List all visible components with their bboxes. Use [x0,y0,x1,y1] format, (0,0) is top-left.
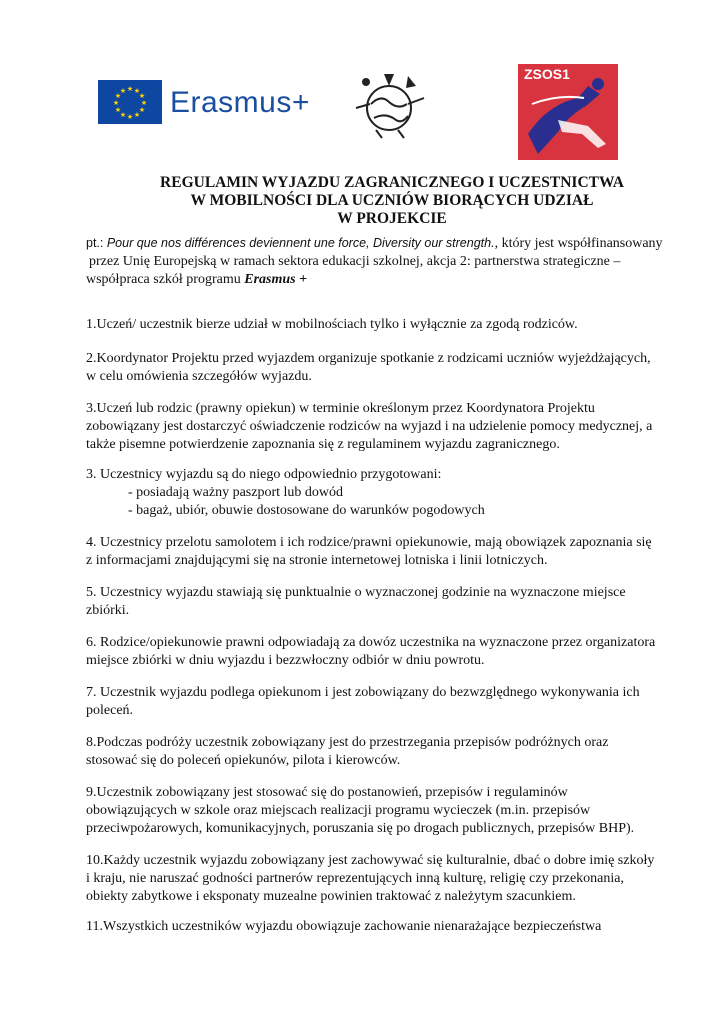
rule-7-line-2: poleceń. [86,703,134,718]
intro-line-3-start: współpraca szkół programu [86,272,245,287]
rule-6 [86,634,686,670]
svg-text:★: ★ [140,99,148,107]
svg-text:★: ★ [138,106,146,114]
svg-text:★: ★ [133,87,141,95]
rule-7-line-1: 7. Uczestnik wyjazdu podlega opiekunom i jest zobowiązany do bezwzględnego wykonywania ich [86,685,640,700]
intro-suffix: , który jest współfinansowany [494,236,663,251]
header-logos [0,58,724,158]
rule-10-line-1: 10.Każdy uczestnik wyjazdu zobowiązany jest zachowywać się kulturalnie, dbać o dobre imię szkoły [86,853,655,868]
rule-1 [86,316,686,334]
rule-6-line-1: 6. Rodzice/opiekunowie prawni odpowiadają za dowóz uczestnika na wyznaczone przez organizatora [86,635,656,650]
rule-10 [86,852,686,906]
rule-1-text: 1.Uczeń/ uczestnik bierze udział w mobilnościach tylko i wyłącznie za zgodą rodziców. [86,317,578,332]
svg-text:★: ★ [133,111,141,119]
rule-11-text: 11.Wszystkich uczestników wyjazdu obowiązuje zachowanie nienarażające bezpieczeństwa [86,919,602,934]
rule-5-line-2: zbiórki. [86,603,130,618]
title-line-2: W MOBILNOŚCI DLA UCZNIÓW BIORĄCYCH UDZIAŁ [190,192,594,209]
rule-3b [86,466,686,520]
rule-9-line-2: obowiązujących w szkole oraz miejscach realizacji programu wycieczek (m.in. przepisów [86,803,591,818]
zsos1-logo-text: ZSOS1 [524,66,570,82]
rule-7 [86,684,686,720]
svg-text:★: ★ [114,92,122,100]
rule-2 [86,350,686,386]
title-line-3: W PROJEKCIE [337,210,447,227]
rule-5 [86,584,686,620]
zsos1-school-logo [518,64,618,160]
rule-3-line-1: 3.Uczeń lub rodzic (prawny opiekun) w terminie określonym przez Koordynatora Projektu [86,401,595,416]
rule-4 [86,534,686,570]
eu-flag-logo [98,80,162,124]
program-name: Erasmus + [244,272,308,287]
rule-3b-item-1: - posiadają ważny paszport lub dowód [128,485,343,500]
rule-10-line-3: obiekty zabytkowe i eksponaty muzealne powinien traktować z należytym szacunkiem. [86,889,576,904]
intro-prefix: pt.: [86,236,107,250]
eu-stars-icon [98,80,162,124]
document-title [0,174,724,228]
rule-3b-line-1: 3. Uczestnicy wyjazdu są do niego odpowiednio przygotowani: [86,467,442,482]
rule-9-line-3: przeciwpożarowych, komunikacyjnych, poruszania się po drogach publicznych, przepisów BHP). [86,821,635,836]
rule-8-line-2: stosować się do poleceń opiekunów, pilota i kierowców. [86,753,401,768]
rule-4-line-2: z informacjami znajdującymi się na stronie internetowej lotniska i linii lotniczych. [86,553,548,568]
erasmus-plus-logo-text: Erasmus+ [170,86,310,119]
rule-3-line-3: także pisemne potwierdzenie zapoznania się z regulaminem wyjazdu zagranicznego. [86,437,560,452]
rule-5-line-1: 5. Uczestnicy wyjazdu stawiają się punktualnie o wyznaczonej godzinie na wyznaczone miejsce [86,585,626,600]
rule-6-line-2: miejsce zbiórki w dniu wyjazdu i bezzwłoczny odbiór w dniu powrotu. [86,653,485,668]
rule-2-line-1: 2.Koordynator Projektu przed wyjazdem organizuje spotkanie z rodzicami uczniów wyjeżdżających, [86,351,651,366]
svg-text:★: ★ [114,106,122,114]
rule-10-line-2: i kraju, nie naruszać godności partnerów reprezentujących inną kulturę, religię czy przekonania, [86,871,624,886]
intro-paragraph [86,234,666,289]
svg-text:★: ★ [119,87,127,95]
rule-3b-item-2: - bagaż, ubiór, obuwie dostosowane do warunków pogodowych [128,503,485,518]
title-line-1: REGULAMIN WYJAZDU ZAGRANICZNEGO I UCZESTNICTWA [160,174,624,191]
rule-2-line-2: w celu omówienia szczegółów wyjazdu. [86,369,312,384]
rule-9-line-1: 9.Uczestnik zobowiązany jest stosować się do postanowień, przepisów i regulaminów [86,785,568,800]
svg-text:★: ★ [126,85,134,93]
rule-8 [86,734,686,770]
svg-text:★: ★ [126,113,134,121]
svg-text:★: ★ [119,111,127,119]
project-globe-logo [346,64,432,144]
svg-text:★: ★ [112,99,120,107]
rule-11 [86,918,686,936]
intro-line-1 [86,234,666,253]
intro-line-3 [86,271,666,289]
rule-3 [86,400,686,454]
intro-line-2: przez Unię Europejską w ramach sektora edukacji szkolnej, akcja 2: partnerstwa strategiczne – [89,254,621,269]
rule-9 [86,784,686,838]
rule-4-line-1: 4. Uczestnicy przelotu samolotem i ich rodzice/prawni opiekunowie, mają obowiązek zapoznania się [86,535,652,550]
svg-text:★: ★ [138,92,146,100]
project-name: Pour que nos différences deviennent une force, Diversity our strength. [106,236,495,250]
rule-8-line-1: 8.Podczas podróży uczestnik zobowiązany jest do przestrzegania przepisów podróżnych oraz [86,735,609,750]
rule-3-line-2: zobowiązany jest dostarczyć oświadczenie rodziców na wyjazd i na udzielenie pomocy medycznej, a [86,419,653,434]
